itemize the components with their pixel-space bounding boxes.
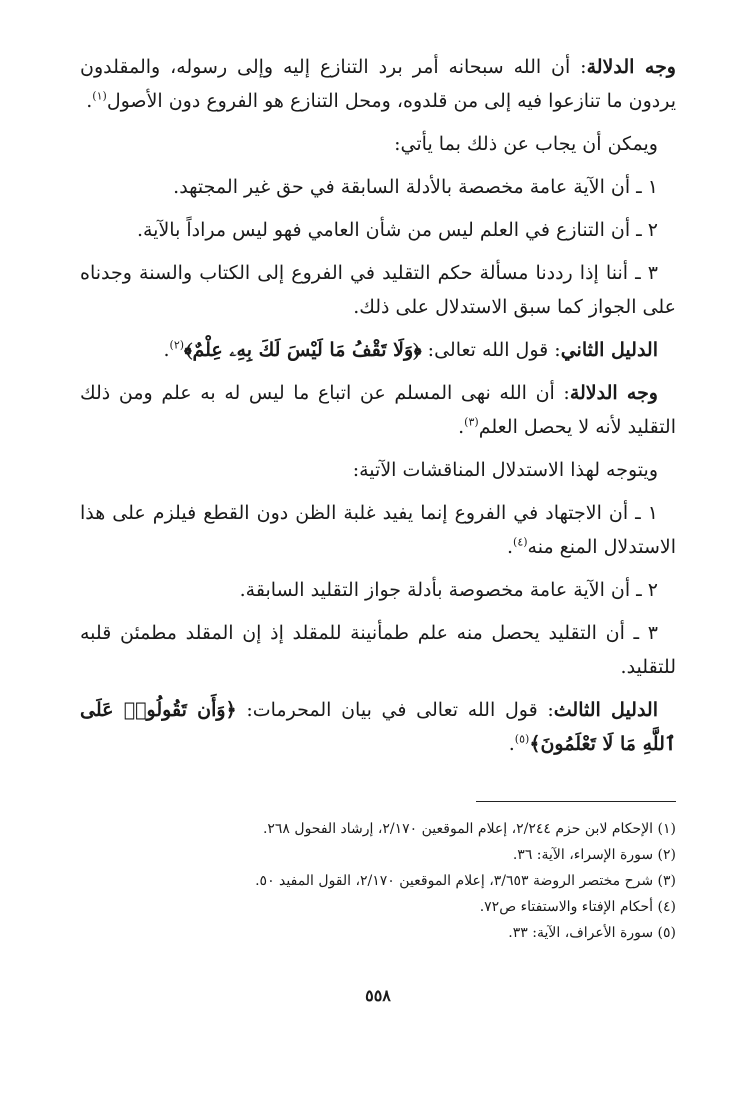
footnote-3 [80, 868, 676, 894]
paragraph-text: ٢ ـ أن الآية عامة مخصوصة بأدلة جواز التقليد السابقة. [239, 579, 658, 601]
list-item-discussion-3 [80, 616, 676, 684]
footnote-divider [476, 801, 676, 802]
period: . [458, 416, 465, 438]
paragraph-third-evidence [80, 693, 676, 761]
quran-verse: ﴿وَأَن تَقُولُوا۟ عَلَى ٱللَّهِ مَا لَا تَعْلَمُونَ﴾ [80, 699, 676, 755]
paragraph-second-evidence [80, 333, 676, 367]
footnote-text: الإحكام لابن حزم ٢/٢٤٤، إعلام الموقعين ٢/١٧٠، إرشاد الفحول ٢٦٨. [262, 821, 654, 837]
paragraph-text: : قول الله تعالى في بيان المحرمات: [236, 699, 554, 721]
footnote-1 [80, 816, 676, 842]
paragraph-discussion-intro [80, 453, 676, 487]
footnote-2 [80, 842, 676, 868]
list-item-answer-2 [80, 213, 676, 247]
period: . [508, 733, 515, 755]
paragraph-proof-indication-2 [80, 376, 676, 444]
period: . [506, 536, 514, 558]
footnote-4 [80, 894, 676, 920]
list-item-answer-3 [80, 256, 676, 324]
page-number: ٥٥٨ [365, 986, 391, 1005]
period: . [86, 90, 93, 112]
list-item-discussion-1 [80, 496, 676, 564]
footnotes-section [80, 816, 676, 946]
footnote-ref-4[interactable]: (٤) [513, 535, 528, 549]
footnote-ref-3[interactable]: (٣) [464, 415, 479, 429]
paragraph-text: ٣ ـ أننا إذا رددنا مسألة حكم التقليد في الفروع إلى الكتاب والسنة وجدناه على الجواز كما سبق الاستدلال على ذلك. [80, 262, 676, 318]
list-item-answer-1 [80, 170, 676, 204]
footnote-text: أحكام الإفتاء والاستفتاء ص٧٢. [479, 899, 654, 915]
heading-wajh-dalala: وجه الدلالة [586, 56, 676, 78]
footnote-text: سورة الإسراء، الآية: ٣٦. [512, 847, 654, 863]
heading-third-evidence: الدليل الثالث [553, 699, 659, 721]
paragraph-text: ١ ـ أن الآية عامة مخصصة بالأدلة السابقة في حق غير المجتهد. [173, 176, 658, 198]
footnote-number: (٢) [657, 847, 676, 863]
paragraph-proof-indication-1 [80, 50, 676, 118]
paragraph-text: ٣ ـ أن التقليد يحصل منه علم طمأنينة للمقلد إذ إن المقلد مطمئن قلبه للتقليد. [80, 622, 676, 678]
footnote-ref-2[interactable]: (٢) [169, 338, 185, 352]
paragraph-text: ويتوجه لهذا الاستدلال المناقشات الآتية: [352, 459, 658, 481]
page-body [80, 50, 676, 946]
footnote-number: (٥) [657, 925, 676, 941]
footnote-text: شرح مختصر الروضة ٣/٦٥٣، إعلام الموقعين ٢/١٧٠، القول المفيد ٥٠. [255, 873, 654, 889]
quran-verse: ﴿وَلَا تَقْفُ مَا لَيْسَ لَكَ بِهِۦ عِلْمٌ﴾ [184, 339, 422, 361]
footnote-number: (٣) [657, 873, 676, 889]
heading-second-evidence: الدليل الثاني [560, 339, 658, 361]
footnote-text: سورة الأعراف، الآية: ٣٣. [508, 925, 654, 941]
paragraph-text: ٢ ـ أن التنازع في العلم ليس من شأن العامي فهو ليس مراداً بالآية. [136, 219, 658, 241]
footnote-ref-5[interactable]: (٥) [514, 732, 530, 746]
footnote-number: (٤) [657, 899, 676, 915]
footnote-number: (١) [657, 821, 676, 837]
paragraph-text: ١ ـ أن الاجتهاد في الفروع إنما يفيد غلبة الظن دون القطع فيلزم على هذا الاستدلال المنع منه [80, 502, 676, 558]
paragraph-text: : أن الله نهى المسلم عن اتباع ما ليس له به علم ومن ذلك التقليد لأنه لا يحصل العلم [80, 382, 676, 438]
paragraph-text: ويمكن أن يجاب عن ذلك بما يأتي: [394, 133, 658, 155]
paragraph-text: : قول الله تعالى: [421, 339, 561, 361]
heading-wajh-dalala: وجه الدلالة [569, 382, 658, 404]
footnote-5 [80, 920, 676, 946]
footnote-ref-1[interactable]: (١) [92, 89, 107, 103]
list-item-discussion-2 [80, 573, 676, 607]
period: . [163, 339, 170, 361]
paragraph-text: : أن الله سبحانه أمر برد التنازع إليه وإلى رسوله، والمقلدون يردون ما تنازعوا فيه إلى من قلدوه، ومحل التنازع هو الفروع دون الأصول [80, 56, 676, 112]
paragraph-answer-intro [80, 127, 676, 161]
